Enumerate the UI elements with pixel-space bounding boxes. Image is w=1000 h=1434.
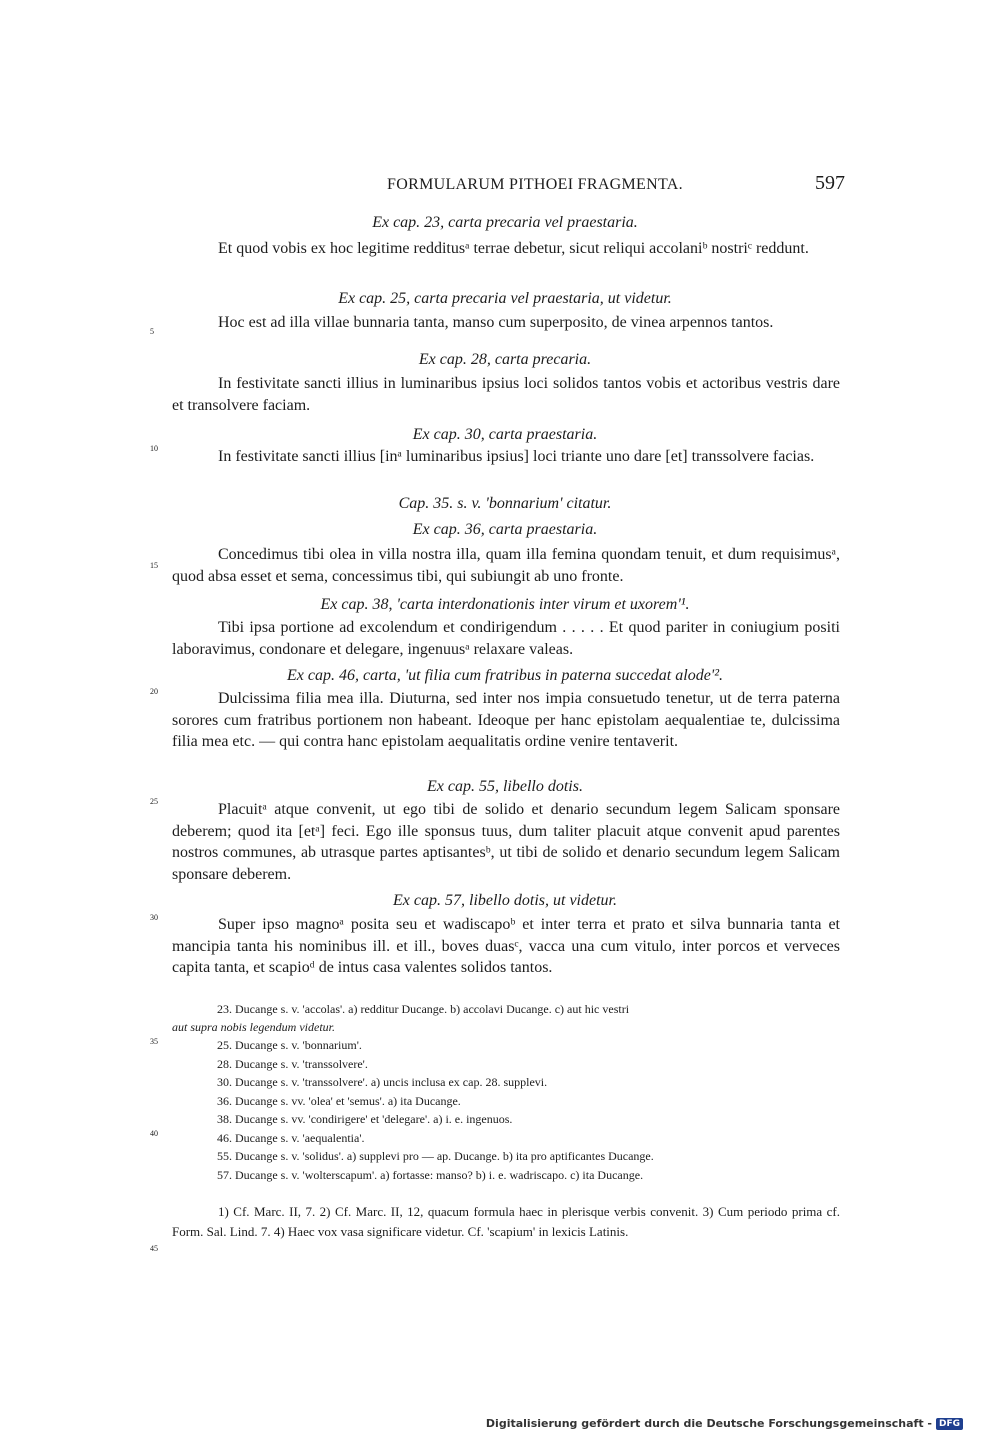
section-heading: Ex cap. 46, carta, 'ut filia cum fratribus in paterna succedat alode'². (286, 667, 724, 684)
apparatus-note: 28. Ducange s. v. 'transsolvere'. (217, 1056, 368, 1071)
section-text: Tibi ipsa portione ad excolendum et condirigendum . . . . . Et quod pariter in coniugium positi laboravimus, condonare et delegare, ingenuusᵃ relaxare valeas. (172, 619, 840, 658)
section-heading: Ex cap. 25, carta precaria vel praestaria, ut videtur. (338, 290, 672, 307)
apparatus-note: 55. Ducange s. v. 'solidus'. a) supplevi pro — ap. Ducange. b) ita pro aptificantes Ducange. (217, 1149, 654, 1163)
dfg-logo: DFG (936, 1418, 963, 1430)
line-number: 10 (150, 444, 158, 453)
apparatus-note: 57. Ducange s. v. 'wolterscapum'. a) fortasse: manso? b) i. e. wadriscapo. c) ita Ducange. (217, 1167, 644, 1182)
line-number: 45 (150, 1244, 158, 1253)
section-text: Concedimus tibi olea in villa nostra illa, quam illa femina quondam tenuit, et dum requisimusᵃ, quod absa esset et sema, concessimus tibi, qui subiungit ab uno fronte. (172, 546, 840, 585)
apparatus-note: 46. Ducange s. v. 'aequalentia'. (217, 1130, 365, 1145)
line-number: 15 (150, 561, 158, 570)
digitization-text: Digitalisierung gefördert durch die Deutsche Forschungsgemeinschaft - (485, 1417, 932, 1430)
apparatus-note: 23. Ducange s. v. 'accolas'. a) redditur Ducange. b) accolavi Ducange. c) aut hic vestri (217, 1002, 630, 1016)
line-number: 30 (150, 913, 158, 922)
section-heading: Ex cap. 36, carta praestaria. (412, 521, 598, 538)
section-text: Super ipso magnoᵃ posita seu et wadiscapoᵇ et inter terra et prato et silva bunnaria tanta et mancipia tanta his nominibus ill. et ill., boves duasᶜ, vacca una cum vitulo, inter porcos et verveces capita tanta, et scapioᵈ de intus casa valentes solidos tantos. (172, 916, 840, 976)
apparatus-note-continued: aut supra nobis legendum videtur. (172, 1020, 335, 1034)
apparatus-note: 36. Ducange s. vv. 'olea' et 'semus'. a) ita Ducange. (217, 1093, 461, 1108)
page-number: 597 (815, 172, 845, 194)
footnotes: 1) Cf. Marc. II, 7. 2) Cf. Marc. II, 12, quacum formula haec in plerisque verbis convenit. 3) Cum periodo prima cf. Form. Sal. Lind. 7. 4) Haec vox vasa significare videtur. Cf. 'scapium' in lexicis Latinis. (172, 1204, 840, 1239)
apparatus-note: 25. Ducange s. v. 'bonnarium'. (217, 1038, 362, 1052)
apparatus-list (172, 1036, 840, 1184)
section-text: Et quod vobis ex hoc legitime redditusᵃ terrae debetur, sicut reliqui accolaniᵇ nostriᶜ reddunt. (218, 240, 809, 257)
line-number: 35 (150, 1037, 158, 1046)
section-text: In festivitate sancti illius in luminaribus ipsius loci solidos tantos vobis et actoribus vestris dare et transolvere faciam. (172, 375, 840, 414)
section-heading: Ex cap. 28, carta precaria. (418, 351, 592, 368)
section-heading: Cap. 35. s. v. 'bonnarium' citatur. (398, 495, 612, 512)
running-header: FORMULARUM PITHOEI FRAGMENTA. (387, 176, 683, 193)
line-number: 40 (150, 1129, 158, 1138)
section-heading: Ex cap. 30, carta praestaria. (412, 426, 598, 443)
section-heading: Ex cap. 57, libello dotis, ut videtur. (393, 892, 617, 909)
line-number: 5 (150, 327, 154, 336)
section-text: Dulcissima filia mea illa. Diuturna, sed inter nos impia consuetudo tenetur, ut de terra paterna sorores cum fratribus portionem non habeant. Ideoque per hanc epistolam aequalentiae te, dulcissima filia mea etc. — qui contra hanc epistolam aequalitatis ordine venire tentaverit. (172, 690, 840, 750)
section-text: Placuitᵃ atque convenit, ut ego tibi de solido et denario secundum legem Salicam sponsare deberem; quod ita [etᵃ] feci. Ego ille sponsus tuus, dum taliter placuit atque convenit apud parentes nostros communes, ab utrasque partes aptisantesᵇ, ut tibi de solido et denario secundum legem Salicam sponsare deberem. (172, 801, 840, 883)
digitization-credit (486, 1417, 963, 1430)
section-text: Hoc est ad illa villae bunnaria tanta, manso cum superposito, de vinea arpennos tantos. (218, 314, 774, 331)
section-text: In festivitate sancti illius [inᵃ luminaribus ipsius] loci triante uno dare [et] transsolvere facias. (218, 448, 815, 465)
apparatus-note: 30. Ducange s. v. 'transsolvere'. a) uncis inclusa ex cap. 28. supplevi. (217, 1075, 548, 1089)
section-heading: Ex cap. 55, libello dotis. (427, 778, 583, 795)
line-number: 25 (150, 797, 158, 806)
line-number: 20 (150, 687, 158, 696)
section-heading: Ex cap. 23, carta precaria vel praestaria. (372, 214, 638, 231)
apparatus-note: 38. Ducange s. vv. 'condirigere' et 'delegare'. a) i. e. ingenuos. (217, 1112, 513, 1126)
section-heading: Ex cap. 38, 'carta interdonationis inter virum et uxorem'¹. (320, 596, 690, 613)
